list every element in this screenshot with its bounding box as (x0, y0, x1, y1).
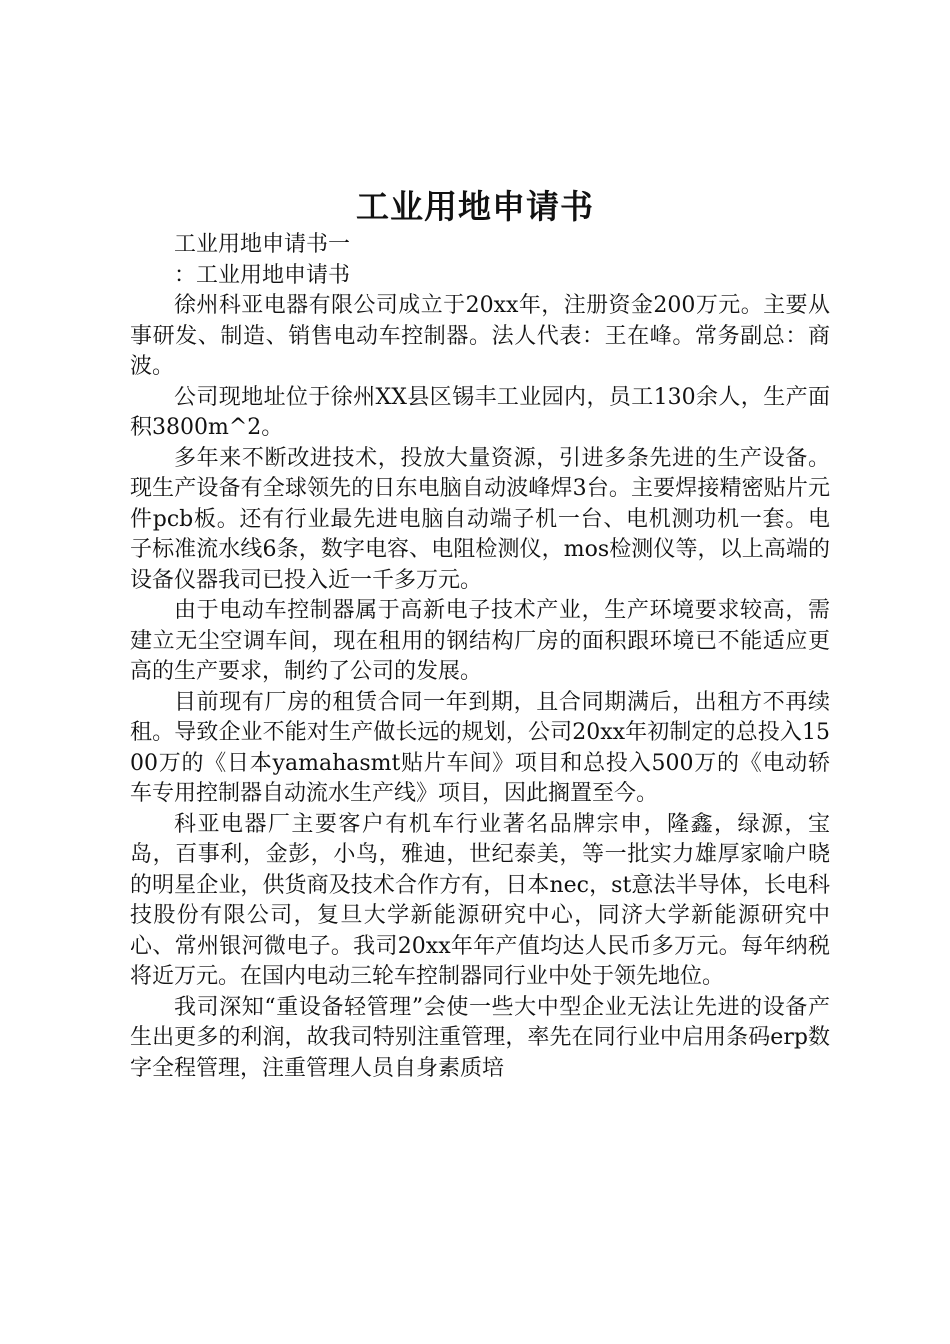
paragraph-subtitle: 工业用地申请书一 (174, 232, 351, 257)
paragraph-management: 我司深知“重设备轻管理”会使一些大中型企业无法让先进的设备产生出更多的利润，故我司特别注重管理，率先在同行业中启用条码erp数字全程管理，注重管理人员自身素质培 (130, 994, 830, 1081)
paragraph-company-intro: 徐州科亚电器有限公司成立于20xx年，注册资金200万元。主要从事研发、制造、销售电动车控制器。法人代表：王在峰。常务副总：商波。 (130, 293, 830, 379)
paragraph-lease: 目前现有厂房的租赁合同一年到期，且合同期满后，出租方不再续租。导致企业不能对生产做长远的规划，公司20xx年初制定的总投入1500万的《日本yamahasmt贴片车间》项目和总投入500万的《电动轿车专用控制器自动流水生产线》项目，因此搁置至今。 (130, 689, 830, 806)
paragraph-equipment: 多年来不断改进技术，投放大量资源，引进多条先进的生产设备。现生产设备有全球领先的日东电脑自动波峰焊3台。主要焊接精密贴片元件pcb板。还有行业最先进电脑自动端子机一台、电机测功机一套。电子标准流水线6条，数字电容、电阻检测仪，mos检测仪等，以上高端的设备仪器我司已投入近一千多万元。 (130, 445, 830, 593)
paragraph-environment: 由于电动车控制器属于高新电子技术产业，生产环境要求较高，需建立无尘空调车间，现在租用的钢结构厂房的面积跟环境已不能适应更高的生产要求，制约了公司的发展。 (130, 598, 830, 684)
paragraph-customers: 科亚电器厂主要客户有机车行业著名品牌宗申，隆鑫，绿源，宝岛，百事利，金彭，小鸟，雅迪，世纪泰美，等一批实力雄厚家喻户晓的明星企业，供货商及技术合作方有，日本nec，st意法半导体，长电科技股份有限公司，复旦大学新能源研究中心，同济大学新能源研究中心、常州银河微电子。我司20xx年年产值均达人民币多万元。每年纳税将近万元。在国内电动三轮车控制器同行业中处于领先地位。 (130, 811, 830, 989)
paragraph-address: 公司现地址位于徐州XX县区锡丰工业园内，员工130余人，生产面积3800m^2。 (130, 384, 830, 440)
document-body (130, 230, 830, 1084)
document-title: 工业用地申请书 (356, 187, 594, 226)
paragraph-heading: ：工业用地申请书 (174, 262, 351, 288)
